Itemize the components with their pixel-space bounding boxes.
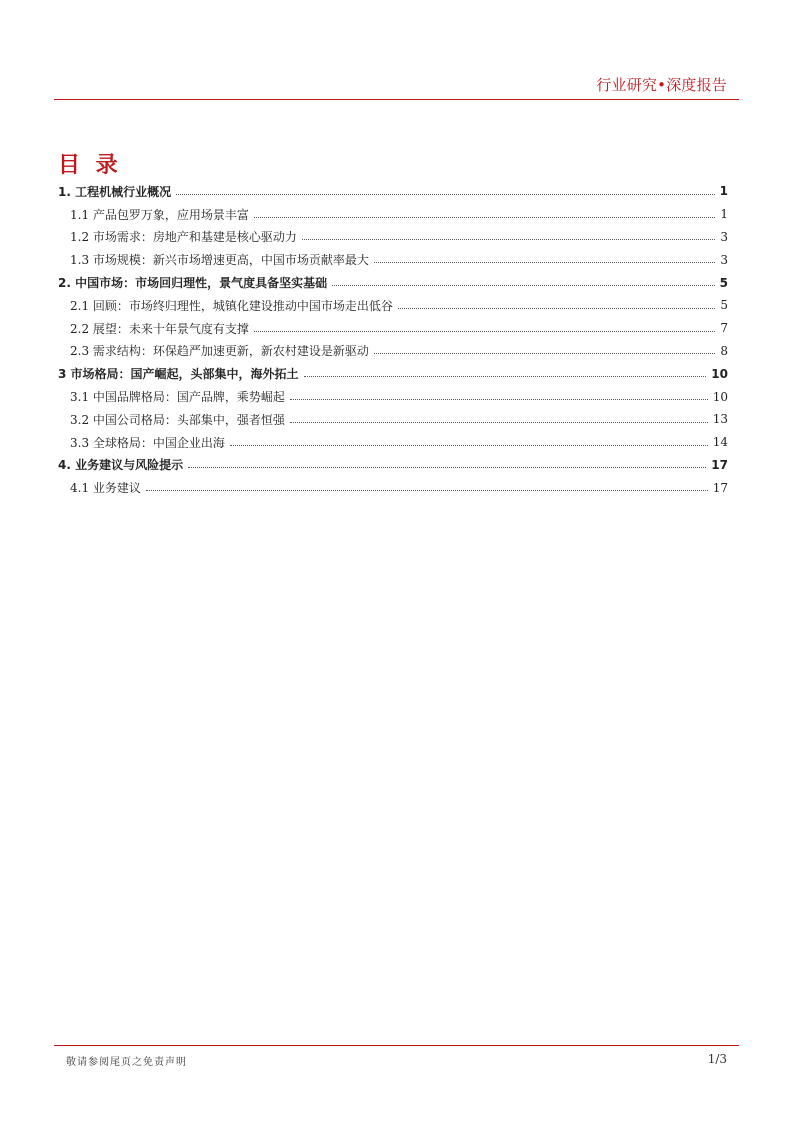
page-number: 1/3 <box>707 1052 727 1066</box>
toc-entry[interactable] <box>58 180 728 203</box>
toc-entry-page: 3 <box>720 252 728 267</box>
toc-entry[interactable] <box>58 431 728 454</box>
dot-leader <box>188 455 706 468</box>
toc-entry-page: 1 <box>719 184 728 199</box>
report-category-label: 行业研究•深度报告 <box>596 76 727 94</box>
toc-entry[interactable] <box>58 408 728 431</box>
dot-leader <box>146 478 708 491</box>
toc-entry-page: 14 <box>712 435 728 450</box>
toc-entry-text: 1.1 产品包罗万象，应用场景丰富 <box>70 207 249 222</box>
dot-leader <box>230 433 708 446</box>
toc-entry-text: 4.1 业务建议 <box>70 481 141 496</box>
toc-entry-text: 2.2 展望：未来十年景气度有支撑 <box>70 321 249 336</box>
dot-leader <box>398 296 715 309</box>
table-of-contents <box>58 180 728 499</box>
dot-leader <box>304 364 707 377</box>
header-divider <box>54 99 739 100</box>
toc-entry-text: 2.3 需求结构：环保趋严加速更新，新农村建设是新驱动 <box>70 344 369 359</box>
toc-entry-page: 3 <box>720 229 728 244</box>
toc-entry[interactable] <box>58 317 728 340</box>
toc-entry-text: 3.1 中国品牌格局：国产品牌，乘势崛起 <box>70 390 285 405</box>
dot-leader <box>254 205 715 218</box>
toc-entry-page: 10 <box>711 366 728 381</box>
toc-entry[interactable] <box>58 226 728 249</box>
dot-leader <box>332 273 715 286</box>
toc-entry[interactable] <box>58 340 728 363</box>
toc-entry-page: 13 <box>712 412 728 427</box>
toc-entry[interactable] <box>58 203 728 226</box>
toc-entry-text: 3 市场格局：国产崛起，头部集中，海外拓土 <box>58 367 299 382</box>
toc-entry[interactable] <box>58 454 728 477</box>
toc-entry-text: 4. 业务建议与风险提示 <box>58 458 184 473</box>
dot-leader <box>254 319 715 332</box>
toc-entry-page: 10 <box>712 389 728 404</box>
toc-entry-text: 1. 工程机械行业概况 <box>58 184 172 199</box>
dot-leader <box>374 250 715 263</box>
dot-leader <box>176 182 715 195</box>
footer-disclaimer: 敬请参阅尾页之免责声明 <box>66 1057 187 1068</box>
toc-entry[interactable] <box>58 294 728 317</box>
toc-entry-text: 2.1 回顾：市场终归理性，城镇化建设推动中国市场走出低谷 <box>70 298 393 313</box>
dot-leader <box>302 227 715 240</box>
toc-title: 目 录 <box>58 153 122 178</box>
toc-entry-page: 7 <box>720 321 728 336</box>
toc-entry-page: 1 <box>720 207 728 222</box>
toc-entry[interactable] <box>58 248 728 271</box>
toc-entry-page: 8 <box>720 343 728 358</box>
toc-entry[interactable] <box>58 385 728 408</box>
toc-entry-page: 5 <box>720 298 728 313</box>
toc-entry[interactable] <box>58 362 728 385</box>
dot-leader <box>290 387 708 400</box>
toc-entry-text: 1.2 市场需求：房地产和基建是核心驱动力 <box>70 230 297 245</box>
dot-leader <box>374 341 715 354</box>
toc-entry-text: 3.2 中国公司格局：头部集中，强者恒强 <box>70 412 285 427</box>
toc-entry-page: 17 <box>711 457 728 472</box>
toc-entry-text: 1.3 市场规模：新兴市场增速更高，中国市场贡献率最大 <box>70 253 369 268</box>
toc-entry-page: 17 <box>712 480 728 495</box>
toc-entry-page: 5 <box>719 275 728 290</box>
dot-leader <box>290 410 708 423</box>
toc-entry[interactable] <box>58 476 728 499</box>
toc-entry[interactable] <box>58 271 728 294</box>
footer-divider <box>54 1045 739 1046</box>
toc-entry-text: 3.3 全球格局：中国企业出海 <box>70 435 225 450</box>
toc-entry-text: 2. 中国市场：市场回归理性，景气度具备坚实基础 <box>58 276 328 291</box>
